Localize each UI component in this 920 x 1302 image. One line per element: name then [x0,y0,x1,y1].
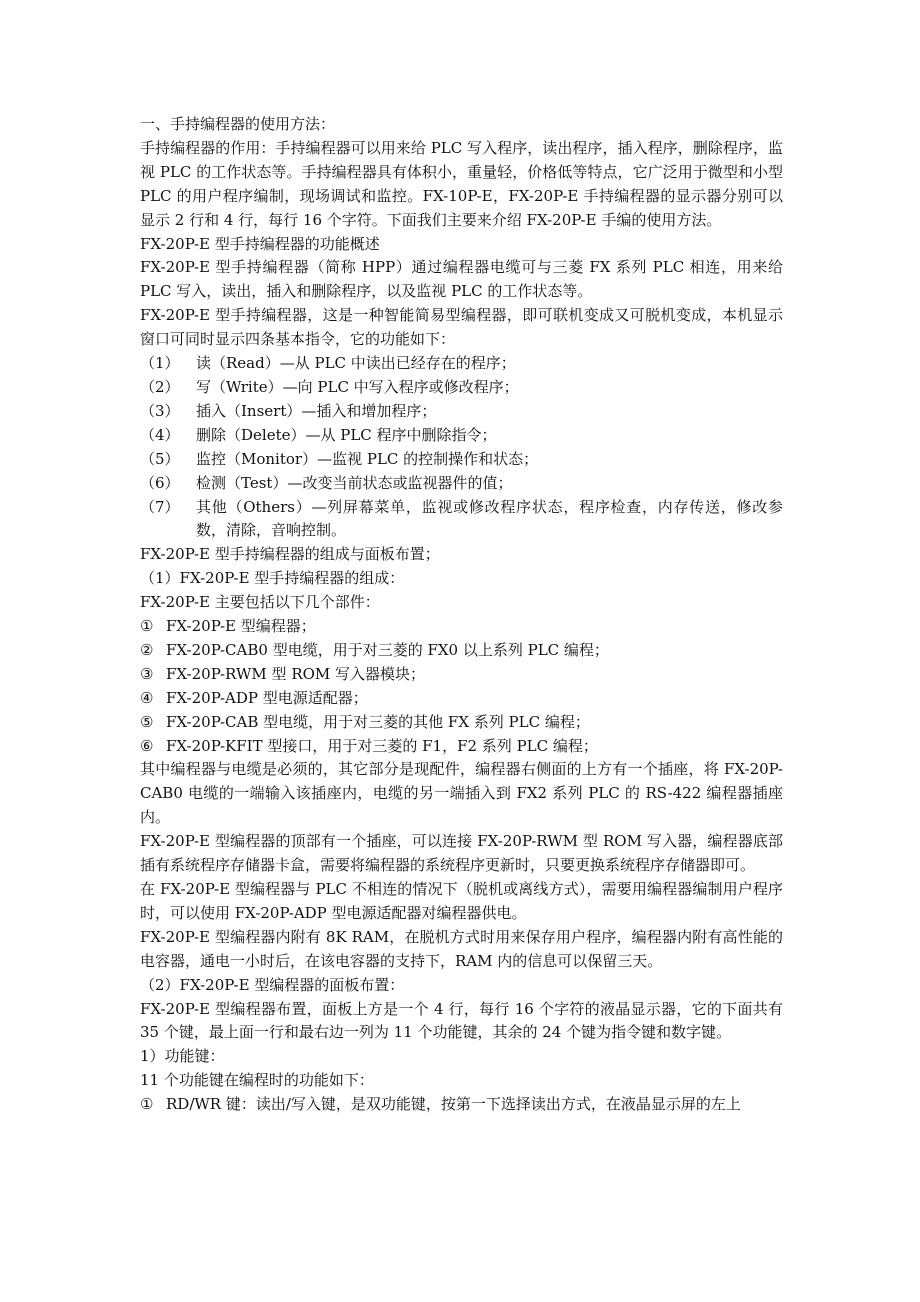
function-number: （6） [140,473,180,492]
part-text: FX-20P-RWM 型 ROM 写入器模块； [166,664,426,683]
part-number: ② [140,640,154,659]
overview-paragraph-1: FX-20P-E 型手持编程器（简称 HPP）通过编程器电缆可与三菱 FX 系列 PLC 相连，用来给 PLC 写入，读出，插入和删除程序，以及监视 PLC 的工作状态等。 [140,258,783,301]
function-number: （2） [140,377,180,396]
ram-paragraph: FX-20P-E 型编程器内附有 8K RAM，在脱机方式时用来保存用户程序，编程器内附有高性能的电容器，通电一小时后，在该电容器的支持下，RAM 内的信息可以保留三天。 [140,927,783,970]
part-number: ⑥ [140,736,154,755]
part-number: ① [140,617,154,636]
function-item [140,424,783,448]
function-list [140,352,783,543]
part-text: FX-20P-CAB0 型电缆，用于对三菱的 FX0 以上系列 PLC 编程； [166,640,609,659]
function-number: （1） [140,354,180,373]
part-text: FX-20P-KFIT 型接口，用于对三菱的 F1，F2 系列 PLC 编程； [166,736,598,755]
overview-paragraph-2: FX-20P-E 型手持编程器，这是一种智能简易型编程器，即可联机变成又可脱机变成，本机显示窗口可同时显示四条基本指令，它的功能如下： [140,306,783,349]
composition-subheading: （1）FX-20P-E 型手持编程器的组成： [140,569,405,588]
part-number: ④ [140,688,154,707]
function-text: 监控（Monitor）—监视 PLC 的控制操作和状态； [196,449,539,468]
panel-paragraph: FX-20P-E 型编程器布置，面板上方是一个 4 行，每行 16 个字符的液晶显示器，它的下面共有 35 个键，最上面一行和最右边一列为 11 个功能键，其余的 24 个键为指令键和数字键。 [140,999,783,1042]
part-text: FX-20P-E 型编程器； [166,617,316,636]
intro-paragraph: 手持编程器的作用：手持编程器可以用来给 PLC 写入程序，读出程序，插入程序，删除程序，监视 PLC 的工作状态等。手持编程器具有体积小，重量轻，价格低等特点，它广泛用于微型和小型 PLC 的用户程序编制，现场调试和监控。FX-10P-E，FX-20P-E 手持编程器的显示器分别可以显示 2 行和 4 行，每行 16 个字符。下面我们主要来介绍 FX-20P-E 手编的使用方法。 [140,138,783,229]
function-number: （3） [140,401,180,420]
keys-intro: 11 个功能键在编程时的功能如下： [140,1071,374,1090]
part-item [140,711,783,735]
panel-subheading: （2）FX-20P-E 型编程器的面板布置： [140,975,405,994]
function-item [140,376,783,400]
overview-title: FX-20P-E 型手持编程器的功能概述 [140,234,380,253]
function-number: （5） [140,449,180,468]
function-text: 其他（Others）—列屏幕菜单，监视或修改程序状态，程序检查，内存传送，修改参数，清除，音响控制。 [196,497,783,540]
part-text: FX-20P-CAB 型电缆，用于对三菱的其他 FX 系列 PLC 编程； [166,712,590,731]
function-number: （7） [140,497,180,516]
rom-paragraph: FX-20P-E 型编程器的顶部有一个插座，可以连接 FX-20P-RWM 型 ROM 写入器，编程器底部插有系统程序存储器卡盒，需要将编程器的系统程序更新时，只要更换系统程序存储器即可。 [140,832,783,875]
part-item [140,639,783,663]
function-item [140,400,783,424]
function-item [140,448,783,472]
keys-title: 1）功能键： [140,1047,225,1066]
function-text: 读（Read）—从 PLC 中读出已经存在的程序； [196,354,516,373]
composition-title: FX-20P-E 型手持编程器的组成与面板布置； [140,545,440,564]
part-number: ③ [140,664,154,683]
part-item [140,735,783,759]
key-number: ① [140,1095,154,1114]
document-body [140,113,783,1117]
cable-paragraph: 其中编程器与电缆是必须的，其它部分是现配件，编程器右侧面的上方有一个插座，将 FX-20P-CAB0 电缆的一端输入该插座内，电缆的另一端插入到 FX2 系列 PLC 的 RS-422 编程器插座内。 [140,760,783,827]
key-item [140,1093,783,1117]
function-text: 插入（Insert）—插入和增加程序； [196,401,437,420]
function-item [140,352,783,376]
key-text: RD/WR 键：读出/写入键，是双功能键，按第一下选择读出方式，在液晶显示屏的左上 [166,1095,741,1114]
part-item [140,687,783,711]
function-item [140,472,783,496]
function-number: （4） [140,425,180,444]
parts-list [140,615,783,758]
part-text: FX-20P-ADP 型电源适配器； [166,688,368,707]
function-text: 删除（Delete）—从 PLC 程序中删除指令； [196,425,497,444]
offline-paragraph: 在 FX-20P-E 型编程器与 PLC 不相连的情况下（脱机或离线方式），需要用编程器编制用户程序时，可以使用 FX-20P-ADP 型电源适配器对编程器供电。 [140,880,783,922]
function-text: 写（Write）—向 PLC 中写入程序或修改程序； [196,377,519,396]
part-item [140,615,783,639]
section-heading: 一、手持编程器的使用方法： [140,115,336,133]
part-number: ⑤ [140,712,154,731]
part-item [140,663,783,687]
function-item [140,496,783,544]
function-text: 检测（Test）—改变当前状态或监视器件的值； [196,473,513,492]
parts-intro: FX-20P-E 主要包括以下几个部件： [140,593,380,612]
